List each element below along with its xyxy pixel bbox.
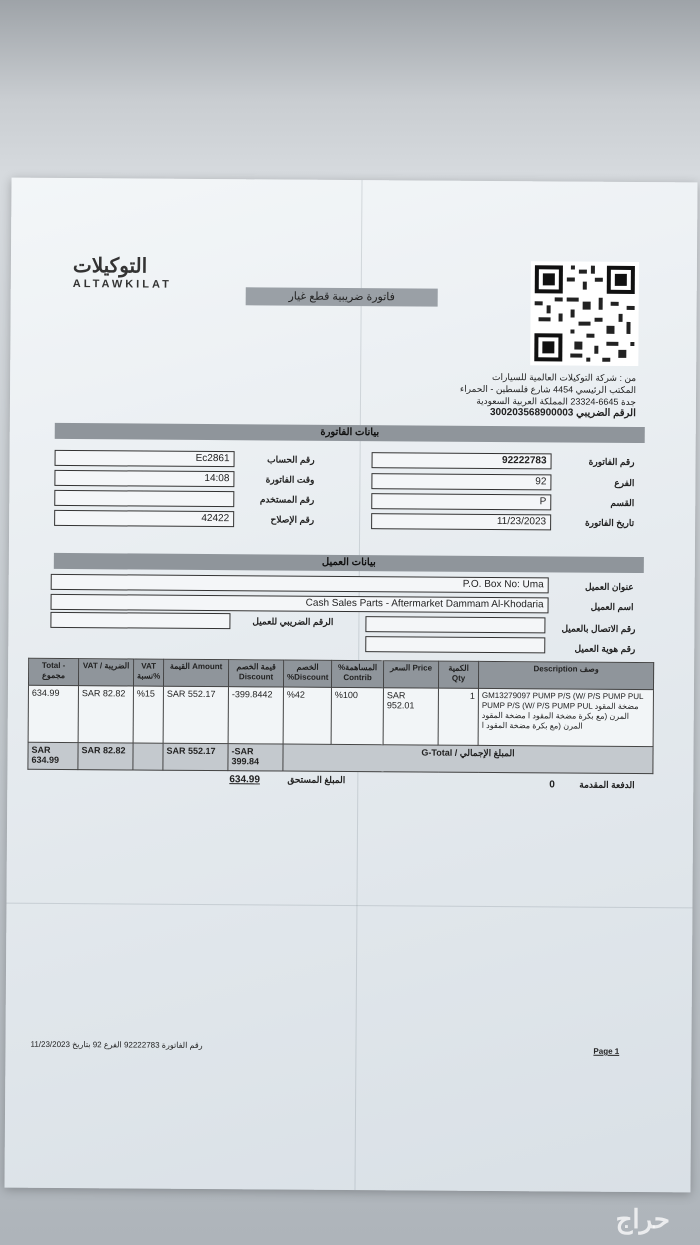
invoice-number-value: 92222783 <box>372 452 552 469</box>
row-discount: -399.8442 <box>228 687 283 744</box>
repair-label: رقم الإصلاح <box>270 514 315 525</box>
invoice-time-value: 14:08 <box>54 470 234 487</box>
customer-name-value: Cash Sales Parts - Aftermarket Dammam Al-Khodaria <box>51 594 549 613</box>
row-discount-pct: %42 <box>283 687 331 744</box>
row-price: SAR 952.01 <box>383 688 438 745</box>
invoice-date-label: تاريخ الفاتورة <box>584 517 635 528</box>
col-vat-pct: VAT نسبة% <box>133 659 163 686</box>
paper-fold-horizontal <box>6 903 692 909</box>
invoice-data-header: بيانات الفاتورة <box>55 423 645 443</box>
customer-contact-value <box>365 616 545 633</box>
row-total: 634.99 <box>28 685 78 742</box>
page-number: Page 1 <box>593 1046 620 1056</box>
company-logo-arabic: التوكيلات <box>72 255 148 278</box>
customer-tax-label: الرقم الضريبي للعميل <box>252 616 334 627</box>
user-value <box>54 490 234 507</box>
seller-address-line2: جدة 6645-23324 المملكة العربية السعودية <box>476 395 637 407</box>
customer-contact-label: رقم الاتصال بالعميل <box>561 623 636 634</box>
account-label: رقم الحساب <box>267 454 315 465</box>
seller-tax-number: 300203568900003 <box>489 406 574 419</box>
col-qty: الكمية Qty <box>438 661 478 688</box>
col-discount-pct: الخصم %Discount <box>283 660 331 687</box>
items-table <box>27 658 654 774</box>
discount-sum: -SAR 399.84 <box>228 744 283 771</box>
col-price: السعر Price <box>383 661 438 688</box>
row-vat: SAR 82.82 <box>78 686 133 743</box>
qr-code-icon <box>530 261 639 366</box>
seller-tax-line <box>336 406 636 420</box>
col-amount: القيمة Amount <box>163 659 228 686</box>
customer-data-header: بيانات العميل <box>54 553 644 573</box>
footer-invoice-info: 11/23/2023 رقم الفاتورة 92222783 الفرع 92 بتاريخ <box>30 1039 203 1050</box>
row-contrib: %100 <box>331 687 383 744</box>
row-description: GM13279097 PUMP P/S (W/ P/S PUMP PUL PUMP P/S (W/ P/S PUMP PUL مضخة المقود المرن (مع بكرة مضخة المقود ا مضخة المقود المرن (مع بكرة مضخة المقود ا <box>478 688 653 746</box>
customer-address-value: P.O. Box No: Uma <box>51 574 549 593</box>
seller-address-line1: المكتب الرئيسي 4454 شارع فلسطين - الحمراء <box>459 383 637 395</box>
row-vat-pct: %15 <box>133 686 163 743</box>
seller-tax-label: الرقم الضريبي <box>576 407 636 419</box>
col-contrib: %المساهمة Contrib <box>331 660 383 687</box>
customer-tax-value <box>50 612 230 629</box>
amount-due-value: 634.99 <box>229 774 260 786</box>
department-value: P <box>371 493 551 510</box>
totals-row <box>28 742 653 773</box>
col-discount: قيمة الخصم Discount <box>228 660 283 687</box>
account-value: Ec2861 <box>55 450 235 467</box>
total-sum: SAR 634.99 <box>28 742 78 769</box>
seller-name: من : شركة التوكيلات العالمية للسيارات <box>492 371 637 383</box>
haraj-watermark-logo: حراج <box>615 1204 670 1234</box>
gtotal-label: G-Total / المبلغ الإجمالي <box>283 744 653 774</box>
invoice-date-value: 11/23/2023 <box>371 513 551 530</box>
col-total: Total - مجموع <box>28 658 78 685</box>
user-label: رقم المستخدم <box>259 494 315 505</box>
invoice-time-label: وقت الفاتورة <box>265 474 315 485</box>
department-label: القسم <box>610 497 635 508</box>
seller-info <box>336 370 636 420</box>
col-description: Description وصف <box>478 661 653 689</box>
invoice-sheet <box>4 178 697 1193</box>
branch-value: 92 <box>371 473 551 490</box>
table-row <box>28 685 653 746</box>
invoice-number-label: رقم الفاتورة <box>588 456 635 467</box>
amount-due-label: المبلغ المستحق <box>287 774 346 785</box>
col-vat: VAT / الضريبة <box>78 659 133 686</box>
vat-sum: SAR 82.82 <box>78 743 133 770</box>
customer-name-label: اسم العميل <box>590 601 634 612</box>
customer-id-label: رقم هوية العميل <box>574 643 636 654</box>
customer-id-value <box>365 636 545 653</box>
advance-payment-value: 0 <box>549 779 555 791</box>
branch-label: الفرع <box>614 477 635 488</box>
customer-address-label: عنوان العميل <box>584 581 634 592</box>
row-qty: 1 <box>438 688 478 745</box>
advance-payment-label: الدفعة المقدمة <box>579 779 635 790</box>
amount-sum: SAR 552.17 <box>163 743 228 770</box>
repair-value: 42422 <box>54 510 234 527</box>
company-logo-english: ALTAWKILAT <box>72 278 172 291</box>
document-title: فاتورة ضريبية قطع غيار <box>246 287 438 306</box>
row-amount: SAR 552.17 <box>163 686 228 743</box>
